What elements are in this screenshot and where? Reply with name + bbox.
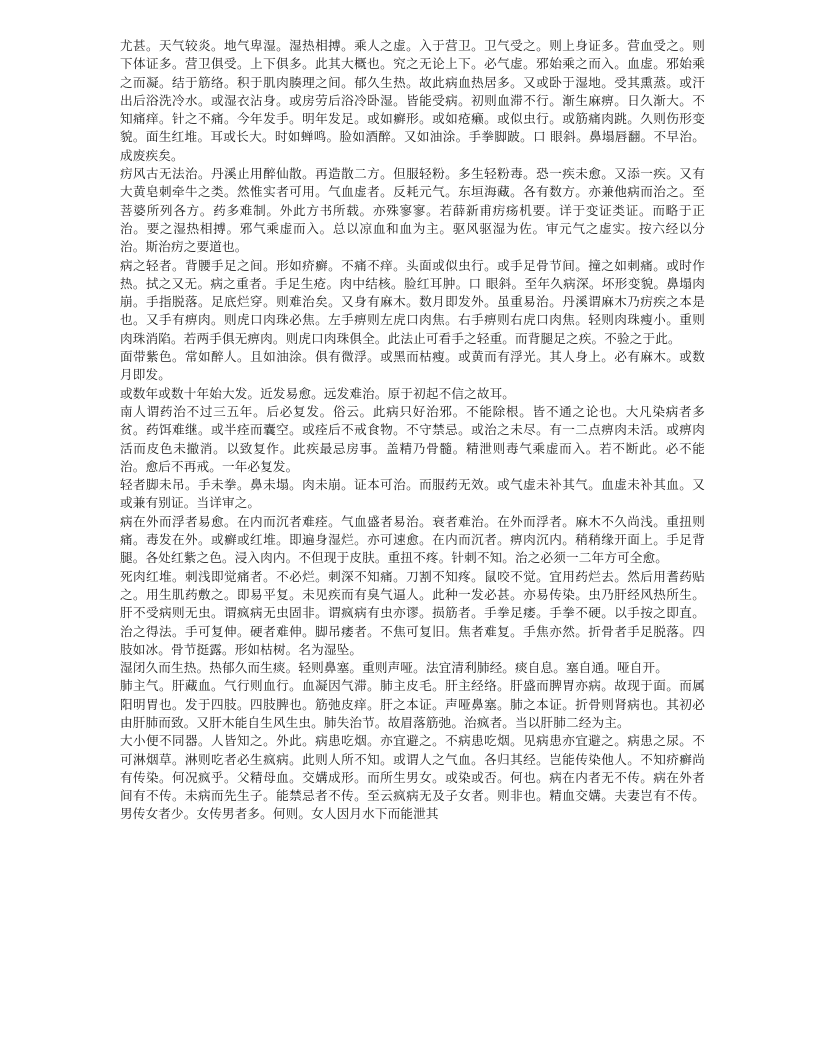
paragraph-9: 死肉红堆。刺浅即觉痛者。不必烂。刺深不知痛。刀割不知疼。鼠咬不觉。宜用药烂去。然后用耆药贴之。用生肌药敷之。即易平复。未见疾而有臭气逼人。此种一发必甚。亦易传染。虫乃肝经风热所生。肝不受病则无虫。谓疯病无虫固非。谓疯病有虫亦谬。损筋者。手拳足痿。手拳不硬。以手按之即直。治之得法。手可复伸。硬者难伸。脚吊痿者。不焦可复旧。焦者难复。手焦亦然。折骨者手足脱落。四肢如冰。骨节挺露。形如枯树。名为湿坠。 — [120, 568, 705, 657]
paragraph-5: 或数年或数十年始大发。近发易愈。远发难治。原于初起不信之故耳。 — [120, 385, 516, 401]
paragraph-2: 疠风古无法治。丹溪止用醉仙散。再造散二方。但服轻粉。多生轻粉毒。恐一疾未愈。又添一疾。又有大黄皂刺牵牛之类。然惟实者可用。气血虚者。反耗元气。东垣海藏。各有数方。亦兼他病而治之。至菩婆所列各方。药多难制。外此方书所载。亦殊寥寥。若薛新甫疠疡机要。详于变证类证。而略于正治。要之湿热相搏。邪气乘虚而入。总以凉血和血为主。驱风驱湿为佐。审元气之虚实。按六经以分治。斯治疠之要道也。 — [120, 166, 705, 255]
paragraph-8: 病在外而浮者易愈。在内而沉者难痊。气血盛者易治。衰者难治。在外而浮者。麻木不久尚浅。重扭则痛。毒发在外。或癣或红堆。即遍身湿烂。亦可速愈。在内而沉者。痹肉沉内。稍稍缘开面上。手足背腿。各处红紫之色。浸入肉内。不但现于皮肤。重扭不疼。针刺不知。治之必须一二年方可全愈。 — [120, 513, 705, 566]
paragraph-1: 尤甚。天气较炎。地气卑湿。湿热相搏。乘人之虚。入于营卫。卫气受之。则上身证多。营血受之。则下体证多。营卫俱受。上下俱多。此其大概也。究之无论上下。必气虚。邪始乘之而入。血虚。邪始乘之而凝。结于筋络。积于肌肉腠理之间。郁久生热。故此病血热居多。又或卧于湿地。受其熏蒸。或汗出后浴洗冷水。或湿衣沾身。或房劳后浴冷卧湿。皆能受病。初则血滞不行。渐生麻痹。日久渐大。不知痛痒。针之不痛。今年发手。明年发足。或如癣形。或如疮癞。或似虫行。或筋痛肉跳。久则伤形变貌。面生红堆。耳或长大。时如蝉鸣。脸如酒醉。又如油涂。手拳脚跛。口 眼斜。鼻塌唇翻。不早治。成废疾矣。 — [120, 38, 705, 163]
paragraph-12: 大小便不同器。人皆知之。外此。病患吃烟。亦宜避之。不病患吃烟。见病患亦宜避之。病患之尿。不可淋烟草。淋则吃者必生疯病。此则人所不知。或谓人之气血。各归其经。岂能传染他人。不知疥癣尚有传染。何况疯乎。父精母血。交媾成形。而所生男女。或染或否。何也。病在内者无不传。病在外者间有不传。未病而先生子。能禁忌者不传。至云疯病无及子女者。则非也。精血交媾。夫妻岂有不传。男传女者少。女传男者多。何则。女人因月水下而能泄其 — [120, 733, 705, 822]
paragraph-6: 南人谓药治不过三五年。后必复发。俗云。此病只好治邪。不能除根。皆不通之论也。大凡染病者多贫。药饵难继。或半痊而囊空。或痊后不戒食物。不守禁忌。或治之未尽。有一二点痹肉未活。或痹肉活而皮色未撤消。以致复作。此疾最忌房事。盖精乃骨髓。精泄则毒气乘虚而入。若不断此。必不能治。愈后不再戒。一年必复发。 — [120, 403, 705, 474]
paragraph-7: 轻者脚未吊。手未拳。鼻未塌。肉未崩。证本可治。而服药无效。或气虚未补其气。血虚未补其血。又或兼有别证。当详审之。 — [120, 477, 705, 511]
paragraph-3: 病之轻者。背腰手足之间。形如疥癣。不痛不痒。头面或似虫行。或手足骨节间。撞之如刺痛。或时作热。拭之又无。病之重者。手足生疮。肉中结核。脸红耳肿。口 眼斜。至年久病深。坏形变貌。鼻塌肉崩。手指脱落。足底烂穿。则难治矣。又身有麻木。数月即发外。虽重易治。丹溪谓麻木乃疠疾之本是也。又手有痹肉。则虎口肉珠必焦。左手痹则左虎口肉焦。右手痹则右虎口肉焦。轻则肉珠瘦小。重则肉珠消陷。若两手俱无痹肉。则虎口肉珠俱全。此法止可看手之轻重。而背腿足之疾。不验之于此。 — [120, 257, 705, 346]
paragraph-4: 面带紫色。常如醉人。且如油涂。俱有微浮。或黑而枯瘦。或黄而有浮光。其人身上。必有麻木。或数月即发。 — [120, 349, 705, 383]
paragraph-10: 湿闭久而生热。热郁久而生痰。轻则鼻塞。重则声哑。法宜清利肺经。痰自息。塞自通。哑自开。 — [120, 660, 668, 676]
paragraph-11: 肺主气。肝藏血。气行则血行。血凝因气滞。肺主皮毛。肝主经络。肝盛而脾胃亦病。故现于面。而属阳明胃也。发于四肢。四肢脾也。筋弛皮痒。肝之本证。声哑鼻塞。肺之本证。折骨则肾病也。其初必由肝肺而致。又肝木能自生风生虫。肺失治节。故眉落筋弛。治疯者。当以肝肺二经为主。 — [120, 678, 705, 730]
document-page — [120, 37, 705, 824]
